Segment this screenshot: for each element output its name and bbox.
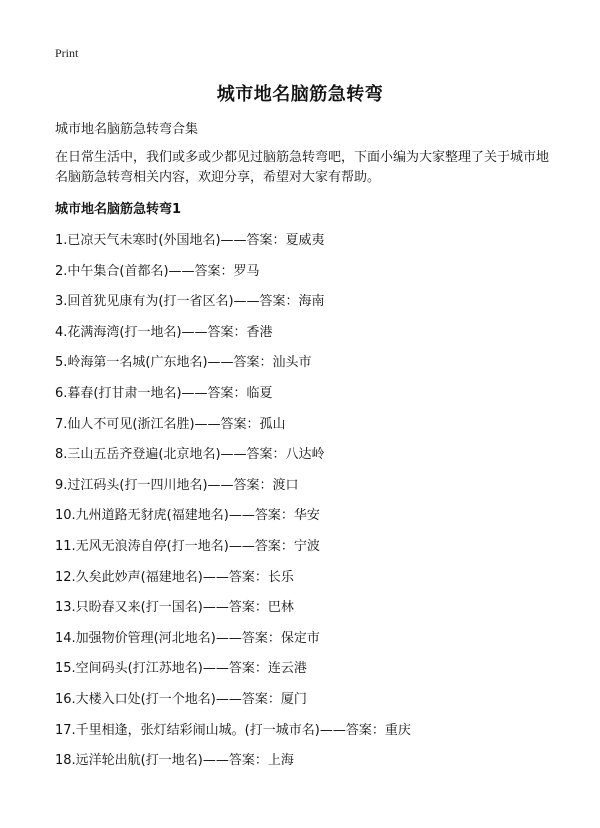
list-item: 9.过江码头(打一四川地名)——答案：渡口 [55,477,299,493]
list-item: 13.只盼春又来(打一国名)——答案：巴林 [55,600,294,616]
intro-paragraph: 在日常生活中，我们或多或少都见过脑筋急转弯吧，下面小编为大家整理了关于城市地名脑筋急转弯相关内容，欢迎分享，希望对大家有帮助。 [55,150,550,185]
list-item: 18.远洋轮出航(打一地名)——答案：上海 [55,753,294,769]
list-item: 10.九州道路无豺虎(福建地名)——答案：华安 [55,508,320,524]
list-item: 16.大楼入口处(打一个地名)——答案：厦门 [55,691,307,707]
list-item: 1.已凉天气未寒时(外国地名)——答案：夏威夷 [55,233,325,248]
list-item: 4.花满海湾(打一地名)——答案：香港 [55,324,273,340]
section-heading: 城市地名脑筋急转弯1 [55,202,182,217]
list-item: 12.久矣此妙声(福建地名)——答案：长乐 [55,569,294,585]
list-item: 17.千里相逢，张灯结彩闹山城。(打一城市名)——答案：重庆 [55,722,411,738]
print-link[interactable]: Print [55,46,79,60]
riddle-list [55,232,411,783]
list-item: 14.加强物价管理(河北地名)——答案：保定市 [55,630,320,646]
list-item: 7.仙人不可见(浙江名胜)——答案：孤山 [55,416,286,432]
subtitle: 城市地名脑筋急转弯合集 [55,122,199,137]
list-item: 5.岭海第一名城(广东地名)——答案：汕头市 [55,355,312,371]
list-item: 15.空间码头(打江苏地名)——答案：连云港 [55,661,307,677]
list-item: 3.回首犹见康有为(打一省区名)——答案：海南 [55,294,325,310]
list-item: 6.暮春(打甘肃一地名)——答案：临夏 [55,385,273,401]
list-item: 11.无风无浪涛自停(打一地名)——答案：宁波 [55,538,320,554]
list-item: 2.中午集合(首都名)——答案：罗马 [55,263,260,279]
list-item: 8.三山五岳齐登遍(北京地名)——答案：八达岭 [55,447,325,463]
page-title: 城市地名脑筋急转弯 [216,84,384,105]
